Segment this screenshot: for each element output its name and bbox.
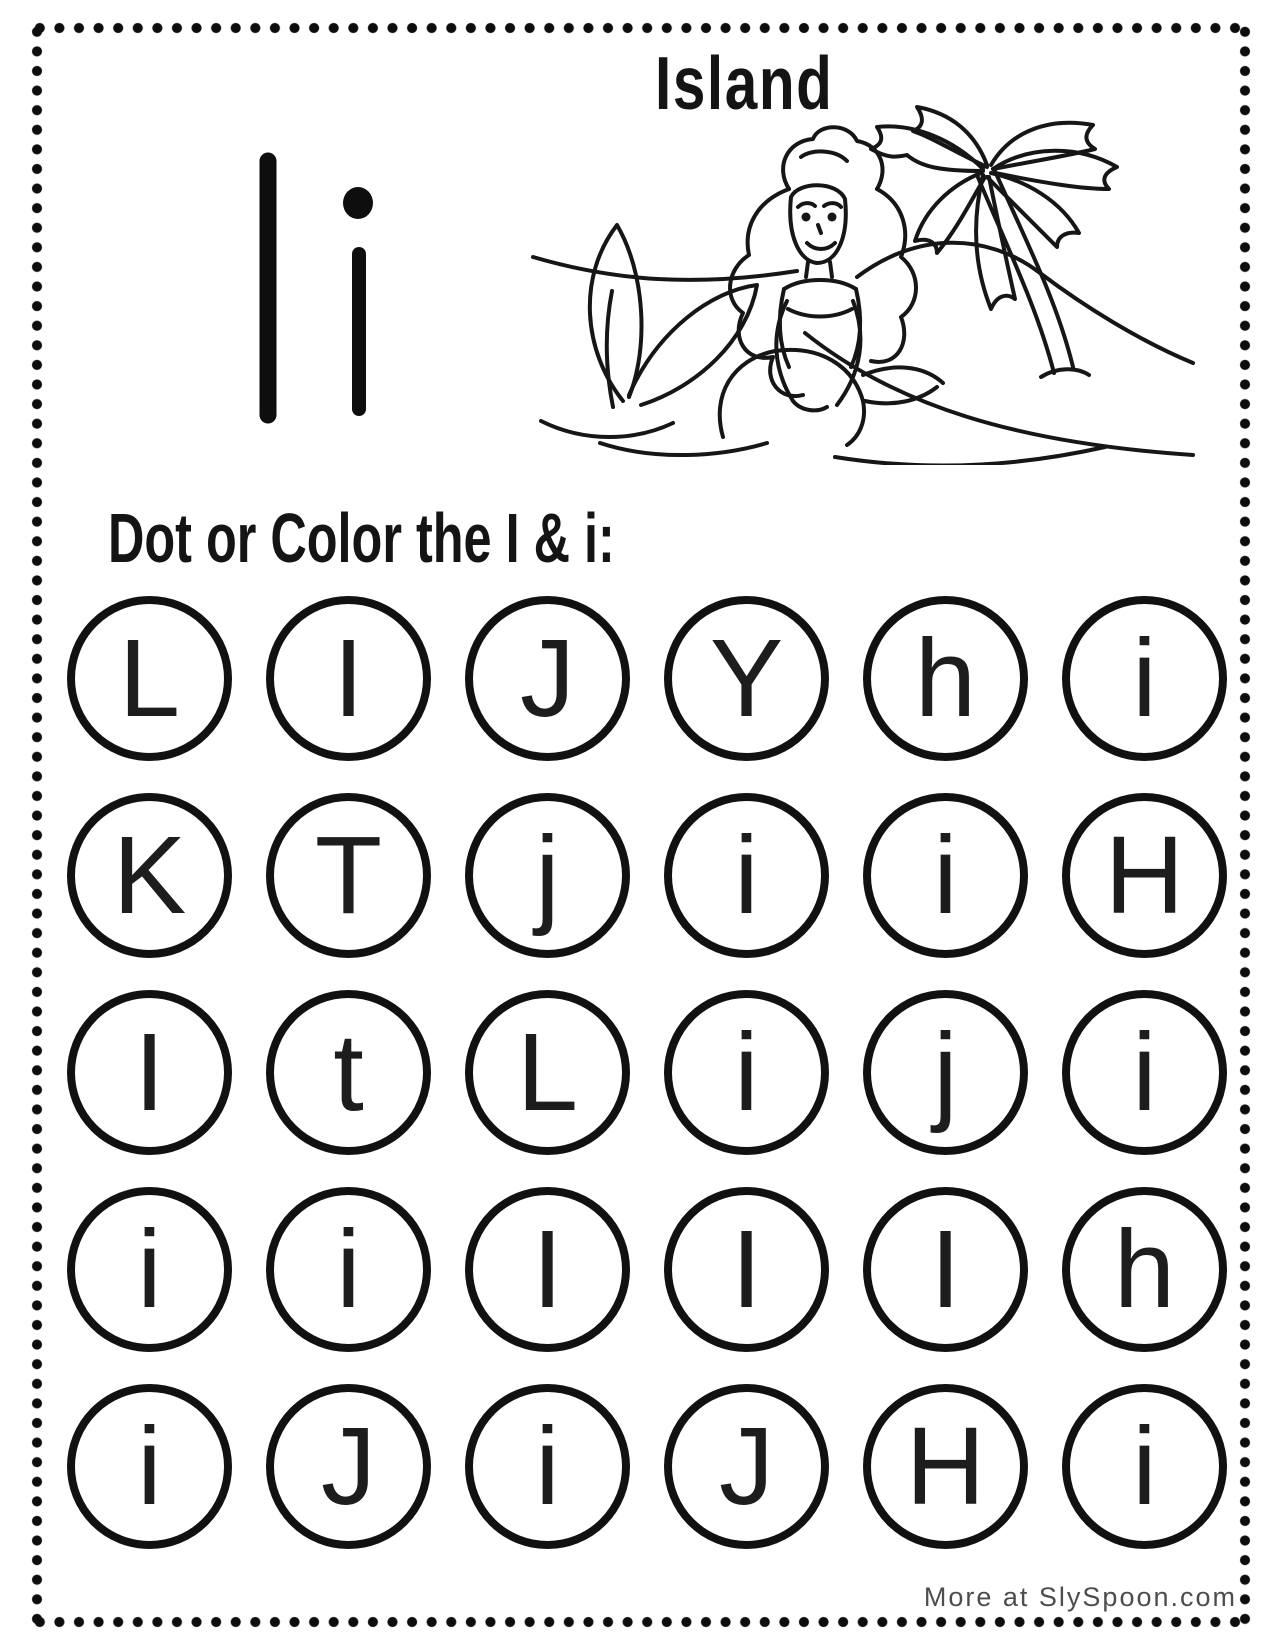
circle-letter: j — [933, 1010, 958, 1134]
letter-circle[interactable] — [863, 990, 1028, 1155]
circle-letter: I — [134, 1010, 165, 1134]
letter-circle[interactable] — [465, 990, 630, 1155]
dotted-border-right — [1239, 22, 1251, 1628]
letter-circle[interactable] — [266, 1384, 431, 1549]
circle-letter: h — [914, 616, 977, 740]
letter-circle[interactable] — [863, 1187, 1028, 1352]
circle-letter: H — [1104, 813, 1185, 937]
circle-letter: i — [1132, 1010, 1157, 1134]
letter-circle[interactable] — [67, 990, 232, 1155]
letter-circle[interactable] — [67, 1187, 232, 1352]
letter-circle[interactable] — [266, 990, 431, 1155]
circle-letter: I — [930, 1207, 961, 1331]
circle-letter: K — [112, 813, 187, 937]
island-illustration — [505, 105, 1195, 465]
circle-letter: i — [734, 1010, 759, 1134]
letter-circle[interactable] — [664, 793, 829, 958]
dotted-border-top — [30, 22, 1249, 34]
letter-circle[interactable] — [664, 1384, 829, 1549]
circle-letter: i — [1132, 616, 1157, 740]
focus-letters-graphic — [235, 138, 405, 438]
circle-letter: H — [905, 1404, 986, 1528]
letter-circle[interactable] — [465, 596, 630, 761]
letter-circle[interactable] — [465, 1187, 630, 1352]
letter-circle[interactable] — [664, 990, 829, 1155]
instruction-text: Dot or Color the I & i: — [108, 499, 615, 577]
letter-circle[interactable] — [67, 1384, 232, 1549]
letter-circle[interactable] — [1062, 793, 1227, 958]
circle-letter: i — [535, 1404, 560, 1528]
large-leaves — [541, 225, 757, 437]
letter-circle[interactable] — [67, 596, 232, 761]
mermaid-left-eye — [802, 213, 811, 222]
circle-letter: L — [516, 1010, 579, 1134]
circle-letter: T — [314, 813, 383, 937]
circle-letter: Y — [709, 616, 784, 740]
letter-circle[interactable] — [465, 793, 630, 958]
circle-letter: i — [336, 1207, 361, 1331]
lowercase-i-dot — [343, 187, 373, 219]
circle-letter: J — [719, 1404, 774, 1528]
letter-circle[interactable] — [67, 793, 232, 958]
letter-circle[interactable] — [664, 596, 829, 761]
circle-letter: i — [933, 813, 958, 937]
letter-circle[interactable] — [863, 1384, 1028, 1549]
circle-letter: i — [137, 1404, 162, 1528]
circle-letter: I — [333, 616, 364, 740]
letter-circle[interactable] — [465, 1384, 630, 1549]
circle-letter: I — [731, 1207, 762, 1331]
letter-circle[interactable] — [863, 793, 1028, 958]
letter-circle[interactable] — [664, 1187, 829, 1352]
letter-circle[interactable] — [266, 1187, 431, 1352]
circle-letter: J — [321, 1404, 376, 1528]
page-title: Island — [655, 41, 834, 125]
circle-letter: i — [137, 1207, 162, 1331]
letter-circle[interactable] — [266, 793, 431, 958]
dotted-border-bottom — [30, 1616, 1249, 1628]
circle-letter: j — [535, 813, 560, 937]
circle-letter: i — [1132, 1404, 1157, 1528]
letter-circle[interactable] — [1062, 596, 1227, 761]
letter-circle[interactable] — [863, 596, 1028, 761]
palm-tree — [871, 107, 1117, 377]
letter-circle[interactable] — [1062, 990, 1227, 1155]
letter-circle[interactable] — [1062, 1384, 1227, 1549]
dotted-border-left — [31, 22, 43, 1628]
sand-dunes — [533, 243, 1193, 465]
footer-credit: More at SlySpoon.com — [923, 1582, 1237, 1612]
letter-circle[interactable] — [1062, 1187, 1227, 1352]
circle-letter: L — [118, 616, 181, 740]
mermaid-right-eye — [828, 213, 837, 222]
circle-letter: t — [333, 1010, 364, 1134]
circle-letter: i — [734, 813, 759, 937]
circle-letter: J — [520, 616, 575, 740]
letter-circle[interactable] — [266, 596, 431, 761]
circle-letter: h — [1113, 1207, 1176, 1331]
circle-letter: I — [532, 1207, 563, 1331]
letter-grid — [67, 596, 1227, 1549]
